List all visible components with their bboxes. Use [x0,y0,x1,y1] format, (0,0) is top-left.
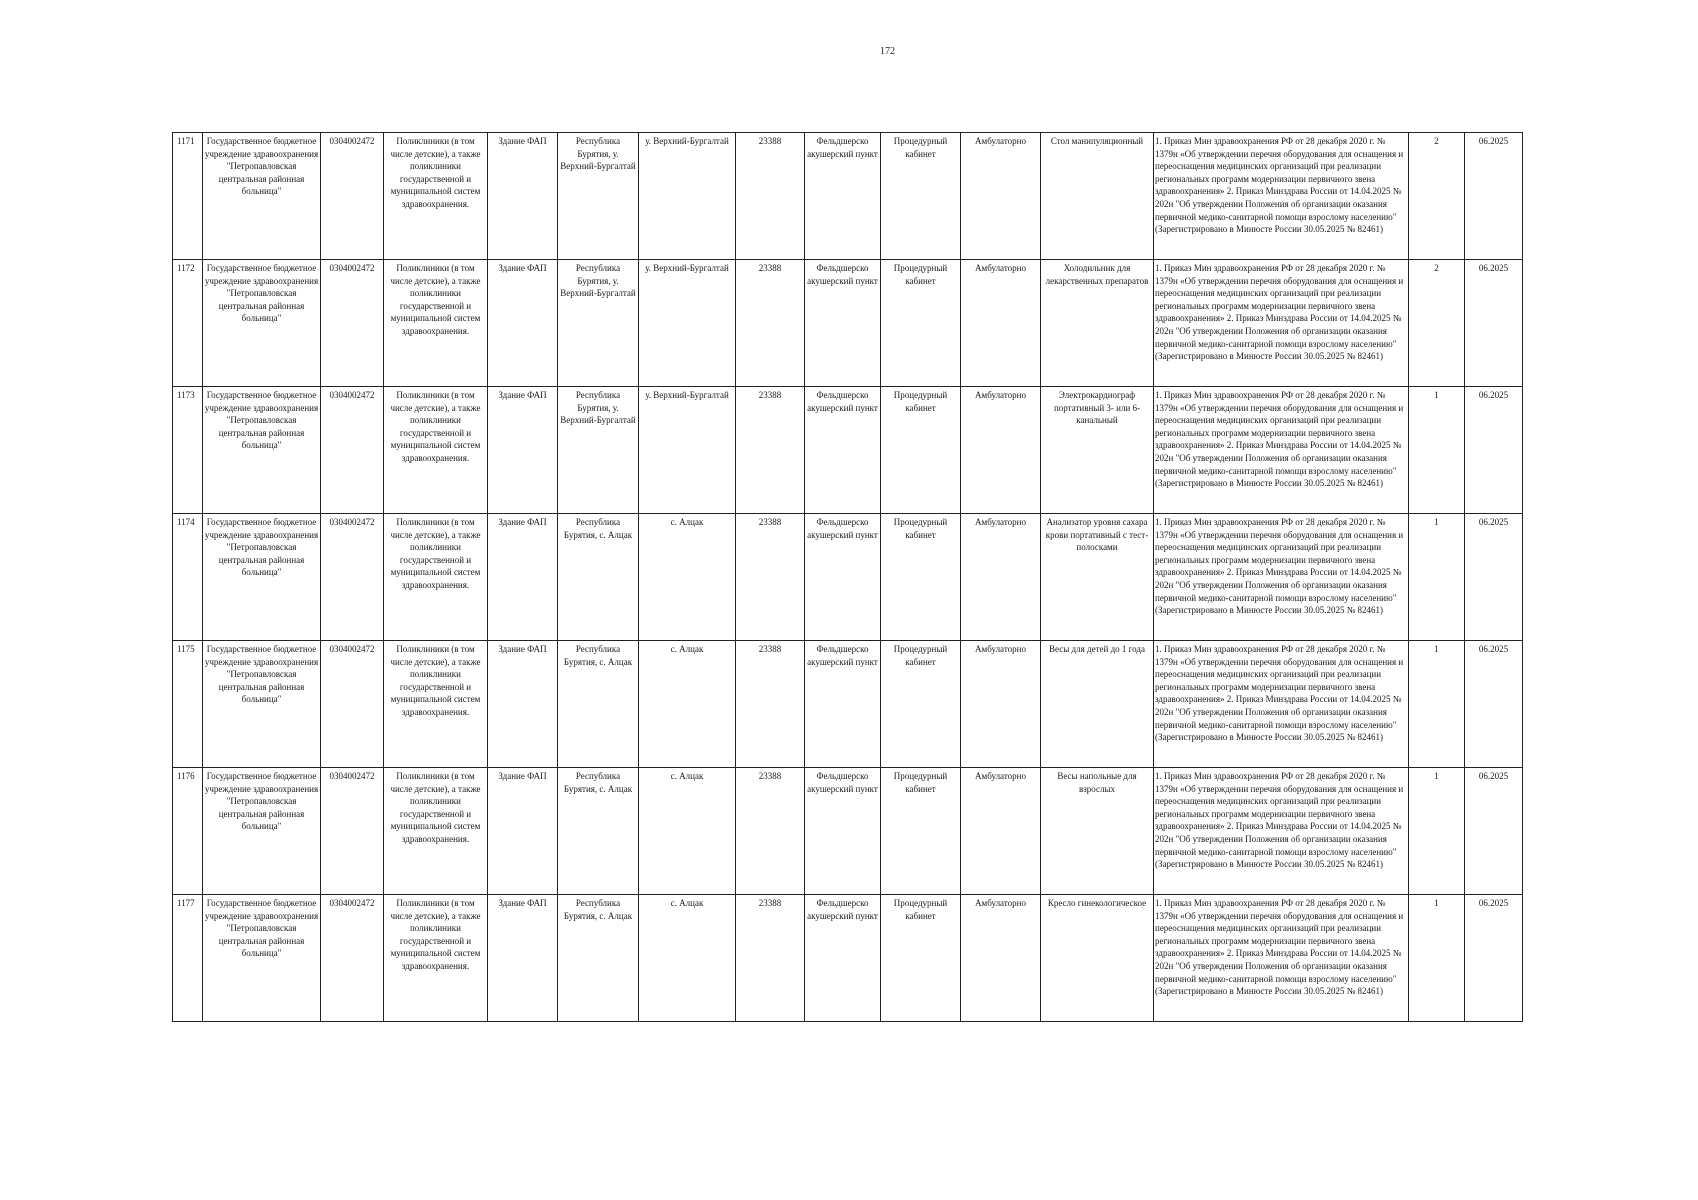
row-number-cell: 1171 [173,133,203,260]
address-cell: Республика Бурятия, с. Алцак [558,641,639,768]
organization-name-cell: Государственное бюджетное учреждение здравоохранения "Петропавловская центральная районная больница" [203,641,321,768]
building-name-cell: Здание ФАП [488,387,558,514]
facility-type-cell: Поликлиники (в том числе детские), а также поликлиники государственной и муниципальной систем здравоохранения. [384,260,488,387]
equipment-name-cell: Анализатор уровня сахара крови портативный с тест-полосками [1041,514,1154,641]
delivery-date-cell: 06.2025 [1465,260,1523,387]
room-name-cell: Процедурный кабинет [881,768,961,895]
locality-cell: с. Алцак [639,768,736,895]
regulatory-basis-cell: 1. Приказ Мин здравоохранения РФ от 28 декабря 2020 г. № 1379н «Об утверждении перечня оборудования для оснащения и переоснащения медицинских организаций при реализации региональных программ модернизации первичного звена здравоохранения» 2. Приказ Минздрава России от 14.04.2025 № 202н "Об утверждении Положения об организации оказания первичной медико-санитарной помощи взрослому населению" (Зарегистрировано в Минюсте России 30.05.2025 № 82461) [1154,133,1409,260]
row-number-cell: 1174 [173,514,203,641]
equipment-name-cell: Кресло гинекологическое [1041,895,1154,1022]
regulatory-basis-cell: 1. Приказ Мин здравоохранения РФ от 28 декабря 2020 г. № 1379н «Об утверждении перечня оборудования для оснащения и переоснащения медицинских организаций при реализации региональных программ модернизации первичного звена здравоохранения» 2. Приказ Минздрава России от 14.04.2025 № 202н "Об утверждении Положения об организации оказания первичной медико-санитарной помощи взрослому населению" (Зарегистрировано в Минюсте России 30.05.2025 № 82461) [1154,768,1409,895]
room-name-cell: Процедурный кабинет [881,387,961,514]
care-type-cell: Амбулаторно [961,260,1041,387]
address-cell: Республика Бурятия, у. Верхний-Бургалтай [558,260,639,387]
settlement-code-cell: 23388 [736,768,805,895]
table-row [173,133,1523,260]
facility-type-cell: Поликлиники (в том числе детские), а также поликлиники государственной и муниципальной систем здравоохранения. [384,768,488,895]
organization-name-cell: Государственное бюджетное учреждение здравоохранения "Петропавловская центральная районная больница" [203,260,321,387]
quantity-cell: 1 [1409,768,1465,895]
room-name-cell: Процедурный кабинет [881,895,961,1022]
quantity-cell: 1 [1409,387,1465,514]
address-cell: Республика Бурятия, с. Алцак [558,514,639,641]
settlement-code-cell: 23388 [736,514,805,641]
settlement-code-cell: 23388 [736,133,805,260]
delivery-date-cell: 06.2025 [1465,514,1523,641]
table-row [173,260,1523,387]
regulatory-basis-cell: 1. Приказ Мин здравоохранения РФ от 28 декабря 2020 г. № 1379н «Об утверждении перечня оборудования для оснащения и переоснащения медицинских организаций при реализации региональных программ модернизации первичного звена здравоохранения» 2. Приказ Минздрава России от 14.04.2025 № 202н "Об утверждении Положения об организации оказания первичной медико-санитарной помощи взрослому населению" (Зарегистрировано в Минюсте России 30.05.2025 № 82461) [1154,641,1409,768]
regulatory-basis-cell: 1. Приказ Мин здравоохранения РФ от 28 декабря 2020 г. № 1379н «Об утверждении перечня оборудования для оснащения и переоснащения медицинских организаций при реализации региональных программ модернизации первичного звена здравоохранения» 2. Приказ Минздрава России от 14.04.2025 № 202н "Об утверждении Положения об организации оказания первичной медико-санитарной помощи взрослому населению" (Зарегистрировано в Минюсте России 30.05.2025 № 82461) [1154,895,1409,1022]
inn-code-cell: 0304002472 [321,768,384,895]
settlement-code-cell: 23388 [736,387,805,514]
organization-name-cell: Государственное бюджетное учреждение здравоохранения "Петропавловская центральная районная больница" [203,387,321,514]
regulatory-basis-cell: 1. Приказ Мин здравоохранения РФ от 28 декабря 2020 г. № 1379н «Об утверждении перечня оборудования для оснащения и переоснащения медицинских организаций при реализации региональных программ модернизации первичного звена здравоохранения» 2. Приказ Минздрава России от 14.04.2025 № 202н "Об утверждении Положения об организации оказания первичной медико-санитарной помощи взрослому населению" (Зарегистрировано в Минюсте России 30.05.2025 № 82461) [1154,260,1409,387]
equipment-name-cell: Стол манипуляционный [1041,133,1154,260]
quantity-cell: 1 [1409,514,1465,641]
care-type-cell: Амбулаторно [961,387,1041,514]
inn-code-cell: 0304002472 [321,895,384,1022]
inn-code-cell: 0304002472 [321,641,384,768]
quantity-cell: 1 [1409,641,1465,768]
room-name-cell: Процедурный кабинет [881,641,961,768]
table-row [173,514,1523,641]
locality-cell: с. Алцак [639,641,736,768]
building-name-cell: Здание ФАП [488,133,558,260]
care-type-cell: Амбулаторно [961,133,1041,260]
unit-name-cell: Фельдшерско акушерский пункт [805,768,881,895]
inn-code-cell: 0304002472 [321,514,384,641]
facility-type-cell: Поликлиники (в том числе детские), а также поликлиники государственной и муниципальной систем здравоохранения. [384,514,488,641]
facility-type-cell: Поликлиники (в том числе детские), а также поликлиники государственной и муниципальной систем здравоохранения. [384,387,488,514]
locality-cell: у. Верхний-Бургалтай [639,133,736,260]
quantity-cell: 1 [1409,895,1465,1022]
building-name-cell: Здание ФАП [488,514,558,641]
unit-name-cell: Фельдшерско акушерский пункт [805,895,881,1022]
unit-name-cell: Фельдшерско акушерский пункт [805,514,881,641]
organization-name-cell: Государственное бюджетное учреждение здравоохранения "Петропавловская центральная районная больница" [203,895,321,1022]
facility-type-cell: Поликлиники (в том числе детские), а также поликлиники государственной и муниципальной систем здравоохранения. [384,133,488,260]
address-cell: Республика Бурятия, у. Верхний-Бургалтай [558,133,639,260]
building-name-cell: Здание ФАП [488,641,558,768]
inn-code-cell: 0304002472 [321,260,384,387]
row-number-cell: 1176 [173,768,203,895]
equipment-name-cell: Весы для детей до 1 года [1041,641,1154,768]
organization-name-cell: Государственное бюджетное учреждение здравоохранения "Петропавловская центральная районная больница" [203,133,321,260]
row-number-cell: 1175 [173,641,203,768]
regulatory-basis-cell: 1. Приказ Мин здравоохранения РФ от 28 декабря 2020 г. № 1379н «Об утверждении перечня оборудования для оснащения и переоснащения медицинских организаций при реализации региональных программ модернизации первичного звена здравоохранения» 2. Приказ Минздрава России от 14.04.2025 № 202н "Об утверждении Положения об организации оказания первичной медико-санитарной помощи взрослому населению" (Зарегистрировано в Минюсте России 30.05.2025 № 82461) [1154,387,1409,514]
delivery-date-cell: 06.2025 [1465,641,1523,768]
facility-type-cell: Поликлиники (в том числе детские), а также поликлиники государственной и муниципальной систем здравоохранения. [384,895,488,1022]
settlement-code-cell: 23388 [736,260,805,387]
address-cell: Республика Бурятия, с. Алцак [558,895,639,1022]
room-name-cell: Процедурный кабинет [881,260,961,387]
row-number-cell: 1172 [173,260,203,387]
building-name-cell: Здание ФАП [488,768,558,895]
inn-code-cell: 0304002472 [321,133,384,260]
inn-code-cell: 0304002472 [321,387,384,514]
equipment-name-cell: Весы напольные для взрослых [1041,768,1154,895]
organization-name-cell: Государственное бюджетное учреждение здравоохранения "Петропавловская центральная районная больница" [203,514,321,641]
care-type-cell: Амбулаторно [961,895,1041,1022]
care-type-cell: Амбулаторно [961,641,1041,768]
unit-name-cell: Фельдшерско акушерский пункт [805,133,881,260]
room-name-cell: Процедурный кабинет [881,133,961,260]
settlement-code-cell: 23388 [736,895,805,1022]
table-row [173,768,1523,895]
locality-cell: у. Верхний-Бургалтай [639,260,736,387]
address-cell: Республика Бурятия, с. Алцак [558,768,639,895]
quantity-cell: 2 [1409,133,1465,260]
row-number-cell: 1177 [173,895,203,1022]
registry-body [173,133,1523,1022]
address-cell: Республика Бурятия, у. Верхний-Бургалтай [558,387,639,514]
organization-name-cell: Государственное бюджетное учреждение здравоохранения "Петропавловская центральная районная больница" [203,768,321,895]
equipment-registry-table [172,132,1523,1022]
row-number-cell: 1173 [173,387,203,514]
delivery-date-cell: 06.2025 [1465,133,1523,260]
delivery-date-cell: 06.2025 [1465,387,1523,514]
unit-name-cell: Фельдшерско акушерский пункт [805,641,881,768]
care-type-cell: Амбулаторно [961,514,1041,641]
facility-type-cell: Поликлиники (в том числе детские), а также поликлиники государственной и муниципальной систем здравоохранения. [384,641,488,768]
locality-cell: с. Алцак [639,514,736,641]
equipment-name-cell: Электрокардиограф портативный 3- или 6-канальный [1041,387,1154,514]
locality-cell: с. Алцак [639,895,736,1022]
regulatory-basis-cell: 1. Приказ Мин здравоохранения РФ от 28 декабря 2020 г. № 1379н «Об утверждении перечня оборудования для оснащения и переоснащения медицинских организаций при реализации региональных программ модернизации первичного звена здравоохранения» 2. Приказ Минздрава России от 14.04.2025 № 202н "Об утверждении Положения об организации оказания первичной медико-санитарной помощи взрослому населению" (Зарегистрировано в Минюсте России 30.05.2025 № 82461) [1154,514,1409,641]
locality-cell: у. Верхний-Бургалтай [639,387,736,514]
table-row [173,895,1523,1022]
care-type-cell: Амбулаторно [961,768,1041,895]
building-name-cell: Здание ФАП [488,260,558,387]
unit-name-cell: Фельдшерско акушерский пункт [805,260,881,387]
table-row [173,641,1523,768]
delivery-date-cell: 06.2025 [1465,895,1523,1022]
quantity-cell: 2 [1409,260,1465,387]
room-name-cell: Процедурный кабинет [881,514,961,641]
delivery-date-cell: 06.2025 [1465,768,1523,895]
settlement-code-cell: 23388 [736,641,805,768]
building-name-cell: Здание ФАП [488,895,558,1022]
page-number: 172 [880,46,895,57]
equipment-name-cell: Холодильник для лекарственных препаратов [1041,260,1154,387]
table-row [173,387,1523,514]
unit-name-cell: Фельдшерско акушерский пункт [805,387,881,514]
